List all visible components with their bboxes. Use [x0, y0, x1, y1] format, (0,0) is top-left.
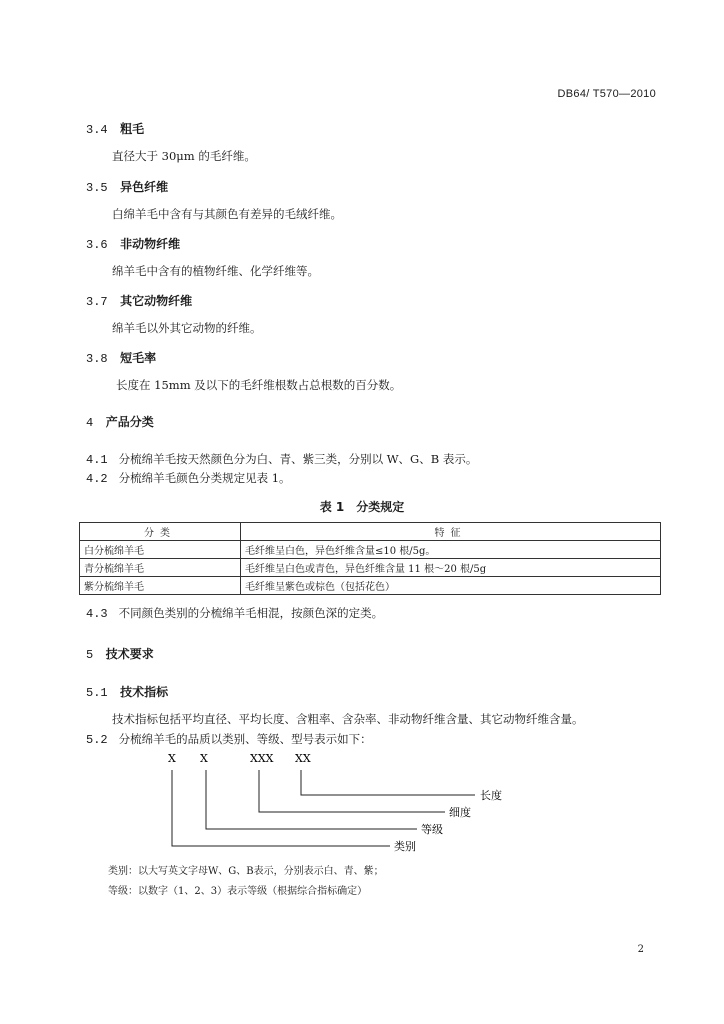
clause-heading [86, 120, 144, 137]
section-number: 5 [86, 648, 94, 662]
clause-number: 4.2 [86, 472, 108, 486]
clause-title: 其它动物纤维 [120, 294, 193, 308]
label-grade: 等级 [421, 823, 443, 836]
clause-4-2 [86, 470, 291, 486]
fineness-leader-line [259, 770, 445, 812]
classification-table [79, 522, 661, 595]
label-fineness: 细度 [449, 806, 471, 819]
clause-text: 分梳绵羊毛颜色分类规定见表 1。 [118, 471, 291, 485]
clause-heading [86, 235, 180, 252]
page-number: 2 [637, 944, 644, 955]
table-header-cell: 特征 [241, 523, 661, 541]
section-number: 4 [86, 416, 94, 430]
clause-number: 3.4 [86, 123, 108, 137]
note-grade: 等级：以数字（1、2、3）表示等级（根据综合指标确定） [108, 886, 368, 897]
clause-number: 5.1 [86, 686, 108, 700]
note-category: 类别：以大写英文字母W、G、B表示，分别表示白、青、紫； [108, 866, 384, 877]
clause-5-2 [86, 731, 372, 747]
clause-text: 白绵羊毛中含有与其颜色有差异的毛绒纤维。 [112, 207, 342, 221]
table-cell: 青分梳绵羊毛 [80, 559, 241, 577]
clause-text: 技术指标包括平均直径、平均长度、含粗率、含杂率、非动物纤维含量、其它动物纤维含量。 [112, 712, 584, 726]
code-length: XX [295, 752, 311, 765]
grade-leader-line [206, 770, 417, 829]
clause-number: 4.1 [86, 453, 108, 467]
clause-text: 绵羊毛中含有的植物纤维、化学纤维等。 [112, 264, 319, 278]
clause-heading [86, 292, 192, 309]
clause-number: 4.3 [86, 607, 108, 621]
clause-title: 异色纤维 [120, 180, 169, 194]
clause-4-1 [86, 451, 477, 467]
clause-text: 分梳绵羊毛的品质以类别、等级、型号表示如下： [118, 732, 372, 746]
clause-heading [86, 178, 168, 195]
section-heading [86, 413, 154, 430]
standard-code: DB64/ T570—2010 [557, 88, 656, 100]
section-heading [86, 645, 154, 662]
table-cell: 毛纤维呈白色，异色纤维含量≤10 根/5g。 [241, 541, 661, 559]
clause-heading [86, 683, 168, 700]
section-title: 产品分类 [105, 415, 154, 429]
table-row [80, 577, 661, 595]
clause-heading [86, 349, 156, 366]
clause-text: 绵羊毛以外其它动物的纤维。 [112, 321, 262, 335]
clause-number: 3.7 [86, 295, 108, 309]
category-leader-line [172, 770, 390, 846]
length-leader-line [301, 770, 475, 795]
code-category: X [168, 752, 176, 765]
table-cell: 毛纤维呈白色或青色，异色纤维含量 11 根～20 根/5g [241, 559, 661, 577]
clause-title: 短毛率 [120, 351, 157, 365]
model-code-diagram [160, 750, 520, 860]
table-cell: 白分梳绵羊毛 [80, 541, 241, 559]
table-row [80, 559, 661, 577]
table-header-row [80, 523, 661, 541]
clause-title: 非动物纤维 [120, 237, 181, 251]
clause-title: 技术指标 [120, 685, 169, 699]
label-category: 类别 [394, 840, 416, 853]
table-row [80, 541, 661, 559]
clause-number: 3.6 [86, 238, 108, 252]
clause-title: 粗毛 [120, 122, 145, 136]
clause-number: 5.2 [86, 733, 108, 747]
clause-number: 3.5 [86, 181, 108, 195]
clause-text: 直径大于 30μm 的毛纤维。 [112, 149, 256, 163]
clause-text: 分梳绵羊毛按天然颜色分为白、青、紫三类，分别以 W、G、B 表示。 [118, 452, 478, 466]
label-length: 长度 [480, 789, 502, 802]
clause-text: 不同颜色类别的分梳绵羊毛相混，按颜色深的定类。 [118, 606, 384, 620]
clause-4-3 [86, 605, 383, 621]
section-title: 技术要求 [105, 647, 154, 661]
code-grade: X [200, 752, 208, 765]
table-header-cell: 分类 [80, 523, 241, 541]
table-cell: 紫分梳绵羊毛 [80, 577, 241, 595]
clause-number: 3.8 [86, 352, 108, 366]
table-caption: 表 1 分类规定 [319, 500, 405, 514]
clause-text: 长度在 15mm 及以下的毛纤维根数占总根数的百分数。 [116, 378, 402, 392]
table-cell: 毛纤维呈紫色或棕色（包括花色） [241, 577, 661, 595]
code-fineness: XXX [250, 752, 274, 765]
